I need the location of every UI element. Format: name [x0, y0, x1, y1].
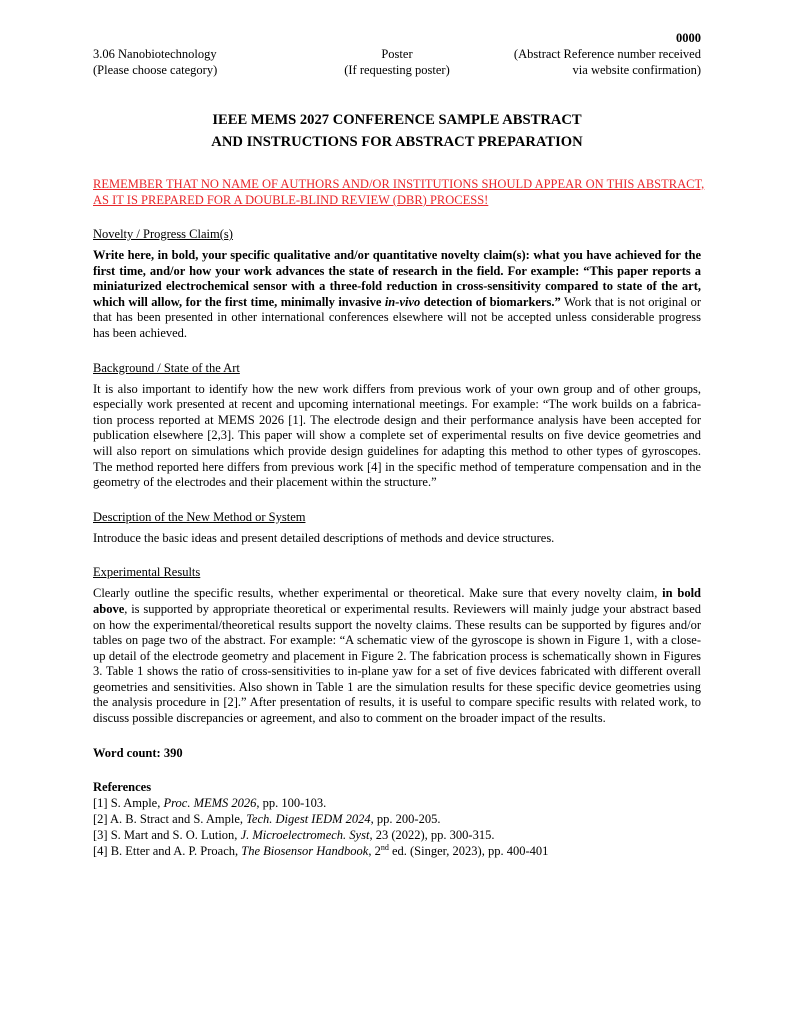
- text-run: The Biosensor Handbook: [241, 843, 369, 858]
- text-run: J. Microelectromech. Syst: [240, 827, 370, 842]
- text-run: , 2: [368, 843, 381, 858]
- header-row-2: [93, 62, 701, 78]
- text-run: in-vivo: [384, 294, 421, 309]
- category-hint: (Please choose category): [93, 63, 218, 77]
- warning-line-1: REMEMBER THAT NO NAME OF AUTHORS AND/OR INSTITUTIONS SHOULD APPEAR ON THIS ABSTRACT,: [93, 177, 705, 191]
- text-run: , pp. 200-205.: [370, 811, 441, 826]
- abstract-reference-number: 0000: [676, 31, 701, 45]
- section-heading: Experimental Results: [93, 565, 201, 580]
- section-heading: Novelty / Progress Claim(s): [93, 227, 233, 241]
- section-paragraph: [93, 382, 701, 491]
- abstract-ref-hint-line2: via website confirmation): [572, 63, 701, 77]
- poster-hint: (If requesting poster): [344, 63, 450, 77]
- references-heading: References: [93, 779, 152, 794]
- text-run: detection of biomarkers.”: [420, 294, 561, 309]
- warning-line-2: AS IT IS PREPARED FOR A DOUBLE-BLIND REVIEW (DBR) PROCESS!: [93, 193, 489, 207]
- reference-item: [93, 827, 701, 843]
- reference-item: [93, 843, 701, 859]
- text-run: nd: [380, 842, 389, 852]
- text-run: Clearly outline the specific results, whether experimental or theoretical. Make sure that every novelty claim,: [93, 586, 663, 601]
- text-run: [1] S. Ample,: [93, 795, 164, 810]
- text-run: ed. (Singer, 2023), pp. 400-401: [388, 843, 549, 858]
- section-heading: Description of the New Method or System: [93, 509, 306, 524]
- abstract-ref-hint-line1: (Abstract Reference number received: [513, 47, 701, 61]
- title-line-2: AND INSTRUCTIONS FOR ABSTRACT PREPARATION: [211, 134, 583, 150]
- double-blind-warning: [93, 176, 721, 208]
- poster-label: Poster: [381, 47, 413, 61]
- text-run: Proc. MEMS 2026: [163, 795, 257, 810]
- text-run: [2] A. B. Stract and S. Ample,: [93, 811, 247, 826]
- text-run: [4] B. Etter and A. P. Proach,: [93, 843, 242, 858]
- text-run: Tech. Digest IEDM 2024: [246, 811, 371, 826]
- abstract-page: [93, 30, 705, 859]
- header-row-1: [93, 46, 701, 62]
- abstract-sections: [93, 226, 701, 727]
- title-line-1: IEEE MEMS 2027 CONFERENCE SAMPLE ABSTRACT: [212, 112, 582, 128]
- section-paragraph: [93, 586, 701, 726]
- text-run: in bold above: [93, 586, 701, 616]
- word-count: Word count: 390: [93, 745, 183, 760]
- section-heading: Background / State of the Art: [93, 360, 240, 375]
- text-run: Introduce the basic ideas and present detailed descriptions of methods and device structures.: [93, 530, 555, 545]
- text-run: , 23 (2022), pp. 300-315.: [369, 827, 495, 842]
- text-run: [3] S. Mart and S. O. Lution,: [93, 827, 241, 842]
- reference-item: [93, 811, 701, 827]
- text-run: Write here, in bold, your specific qualitative and/or quantitative novelty claim(s): what you have achieved for the first time, and/or how your work advances the state of research in the field. For example: “This paper reports a miniaturized electrochemical sensor with a three-fold reduction in cross-sensitivity compared to state of the art, which will allow, for the first time, minimally invasive: [93, 248, 701, 309]
- text-run: , pp. 100-103.: [256, 795, 327, 810]
- text-run: Work that is not original or that has been presented in other international conferences elsewhere will not be accepted unless considerable progress has been achieved.: [93, 294, 701, 340]
- text-run: It is also important to identify how the new work differs from previous work of your own group and of other groups, especially work presented at recent and upcoming international meetings. For example: “The work builds on a fabrication process reported at MEMS 2026 [1]. The electrode design and their performance analysis have been accepted for publication elsewhere [2,3]. This paper will show a complete set of experimental results on five device geometries and will also report on simulations which provide design guidelines for adapting this method to other types of gyroscopes. The method reported here differs from previous work [4] in the specific method of temperature compensation and in the geometry of the electrodes and their placement within the structure.”: [93, 381, 701, 490]
- page-title: [93, 109, 701, 153]
- section-paragraph: [93, 248, 701, 342]
- category-label: 3.06 Nanobiotechnology: [93, 47, 217, 61]
- references-list: [93, 795, 701, 859]
- text-run: , is supported by appropriate theoretical or experimental results. Reviewers will mainly judge your abstract based on how the experimental/theoretical results support the novelty claims. These results can be supported by figures and/or tables on page two of the abstract. For example: “A schematic view of the gyroscope is shown in Figure 1, with a close-up detail of the electrode geometry and placement in Figure 2. The fabrication process is schematically shown in Figures 3. Table 1 shows the ratio of cross-sensitivities to in-plane yaw for a set of five devices fabricated with different overall geometries and sensitivities. Also shown in Table 1 are the simulation results for these specific device geometries using the analysis procedure in [2].” After presentation of results, it is useful to compare specific results with related work, to discuss possible discrepancies or agreement, and also to comment on the broader impact of the results.: [93, 601, 701, 726]
- section-paragraph: [93, 531, 701, 547]
- reference-item: [93, 795, 701, 811]
